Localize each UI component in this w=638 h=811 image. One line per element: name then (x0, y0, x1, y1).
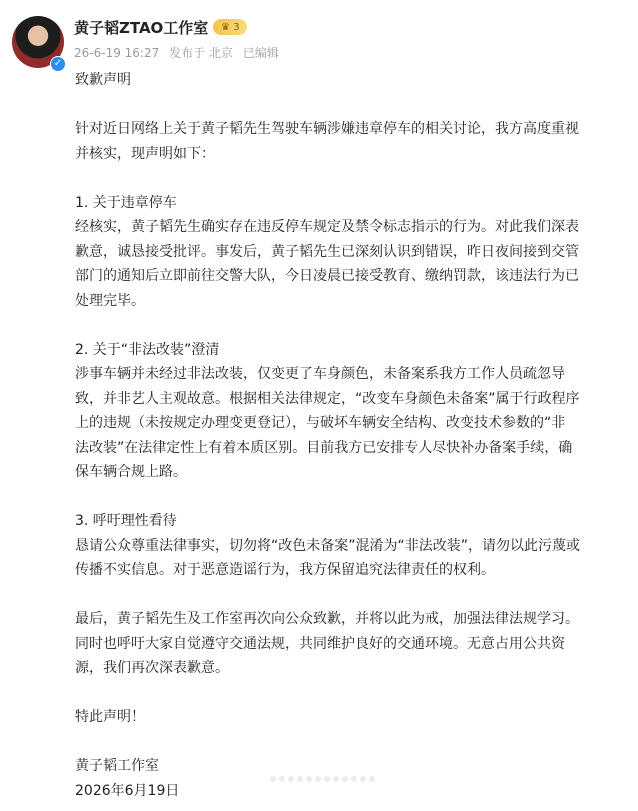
watermark-dots (270, 776, 375, 782)
timestamp[interactable]: 26-6-19 16:27 (74, 46, 160, 60)
author-name[interactable]: 黄子韬ZTAO工作室 (74, 18, 209, 37)
intro-line: 并核实，现声明如下： (75, 145, 215, 162)
avatar[interactable] (12, 16, 64, 68)
body-line: 处理完毕。 (75, 292, 145, 309)
statement-title: 致歉声明 (75, 72, 131, 88)
closing-line: 同时也呼吁大家自觉遵守交通法规，共同维护良好的交通环境。无意占用公共资 (75, 635, 565, 652)
post-body (75, 68, 635, 803)
body-line: 上的违规（未按规定办理变更登记），与破坏车辆安全结构、改变技术参数的“非 (75, 415, 566, 431)
intro-line: 针对近日网络上关于黄子韬先生驾驶车辆涉嫌违章停车的相关讨论，我方高度重视 (75, 121, 579, 137)
body-line: 传播不实信息。对于恶意造谣行为，我方保留追究法律责任的权利。 (75, 562, 495, 578)
location: 发布于 北京 (169, 46, 233, 60)
closing-line: 最后，黄子韬先生及工作室再次向公众致歉，并将以此为戒，加强法律法规学习。 (75, 611, 579, 627)
signature-name: 黄子韬工作室 (75, 758, 159, 774)
closing-line: 源，我们再次深表歉意。 (75, 660, 229, 676)
crown-badge-icon[interactable]: ♛ 3 (213, 19, 247, 35)
body-line: 致，并非艺人主观故意。根据相关法律规定，“改变车身颜色未备案”属于行政程序 (75, 390, 580, 407)
edited-label[interactable]: 已编辑 (242, 46, 279, 60)
body-line: 法改装”在法律定性上有着本质区别。目前我方已安排专人尽快补办备案手续，确 (75, 439, 573, 456)
body-line: 部门的通知后立即前往交警大队，今日凌晨已接受教育、缴纳罚款，该违法行为已 (75, 268, 579, 284)
section-heading: 1. 关于违章停车 (75, 194, 177, 211)
body-line: 歉意，诚恳接受批评。事发后，黄子韬先生已深刻认识到错误，昨日夜间接到交管 (75, 243, 579, 260)
body-line: 经核实，黄子韬先生确实存在违反停车规定及禁令标志指示的行为。对此我们深表 (75, 219, 579, 235)
body-line: 恳请公众尊重法律事实，切勿将“改色未备案”混淆为“非法改装”，请勿以此污蔑或 (75, 537, 581, 554)
body-line: 保车辆合规上路。 (75, 464, 187, 480)
author-row (74, 16, 247, 38)
post-meta (74, 44, 285, 61)
section-heading: 2. 关于“非法改装”澄清 (75, 341, 220, 358)
declaration-line: 特此声明！ (75, 709, 145, 725)
post-header (12, 12, 626, 72)
body-line: 涉事车辆并未经过非法改装，仅变更了车身颜色，未备案系我方工作人员疏忽导 (75, 366, 565, 382)
signature-date: 2026年6月19日 (75, 782, 180, 799)
section-heading: 3. 呼吁理性看待 (75, 513, 177, 529)
verified-badge-icon: ✓ (50, 56, 66, 72)
